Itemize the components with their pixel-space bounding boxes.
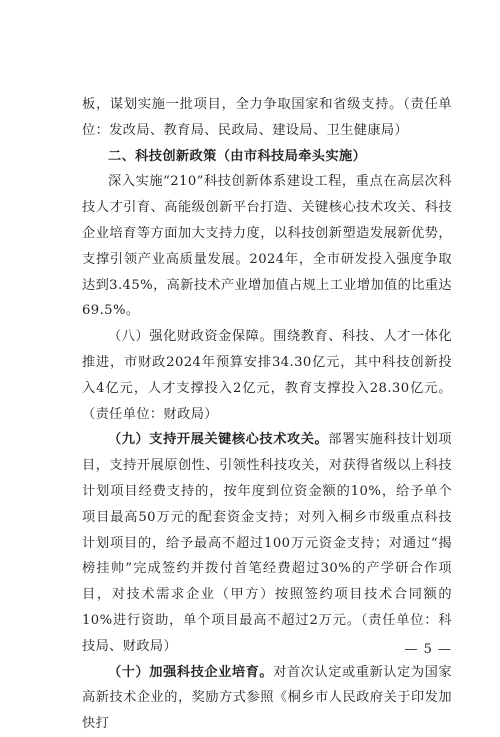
paragraph-item-10 xyxy=(82,660,452,737)
paragraph-text: 板，谋划实施一批项目，全力争取国家和省级支持。（责任单位：发改局、教育局、民政局、建设局、卫生健康局） xyxy=(82,97,452,138)
section-heading-text: 二、科技创新政策（由市科技局牵头实施） xyxy=(108,148,367,164)
paragraph-intro xyxy=(82,169,452,324)
item-lead: （十）加强科技企业培育。 xyxy=(108,664,274,680)
paragraph-continuation xyxy=(82,92,452,144)
paragraph-text: 对首次认定或重新认定为国家高新技术企业的，奖励方式参照《桐乡市人民政府关于印发加快打 xyxy=(82,664,452,732)
item-lead: （九）支持开展关键核心技术攻关。 xyxy=(108,432,329,448)
paragraph-item-9 xyxy=(82,427,452,659)
page-content xyxy=(82,92,452,737)
paragraph-text: 部署实施科技计划项目，支持开展原创性、引领性科技攻关，对获得省级以上科技计划项目经费支持的，按年度到位资金额的10%，给予单个项目最高50万元的配套资金支持；对列入桐乡市级重点科技计划项目的，给予最高不超过100万元资金支持；对通过“揭榜挂帅”完成签约并拨付首笔经费超过30%的产学研合作项目，对技术需求企业（甲方）按照签约项目技术合同额的10%进行资助，单个项目最高不超过2万元。（责任单位：科技局、财政局） xyxy=(82,432,452,654)
paragraph-text: 深入实施“210”科技创新体系建设工程，重点在高层次科技人才引育、高能级创新平台打造、关键核心技术攻关、科技企业培育等方面加大支持力度，以科技创新塑造发展新优势，支撑引领产业高质量发展。2024年，全市研发投入强度争取达到3.45%，高新技术产业增加值占规上工业增加值的比重达69.5%。 xyxy=(82,174,452,319)
page-number: — 5 — xyxy=(404,642,452,657)
paragraph-item-8 xyxy=(82,324,452,427)
section-heading xyxy=(82,144,452,170)
paragraph-text: （八）强化财政资金保障。围绕教育、科技、人才一体化推进，市财政2024年预算安排34.30亿元，其中科技创新投入4亿元，人才支撑投入2亿元，教育支撑投入28.30亿元。（责任单位：财政局） xyxy=(82,329,452,422)
